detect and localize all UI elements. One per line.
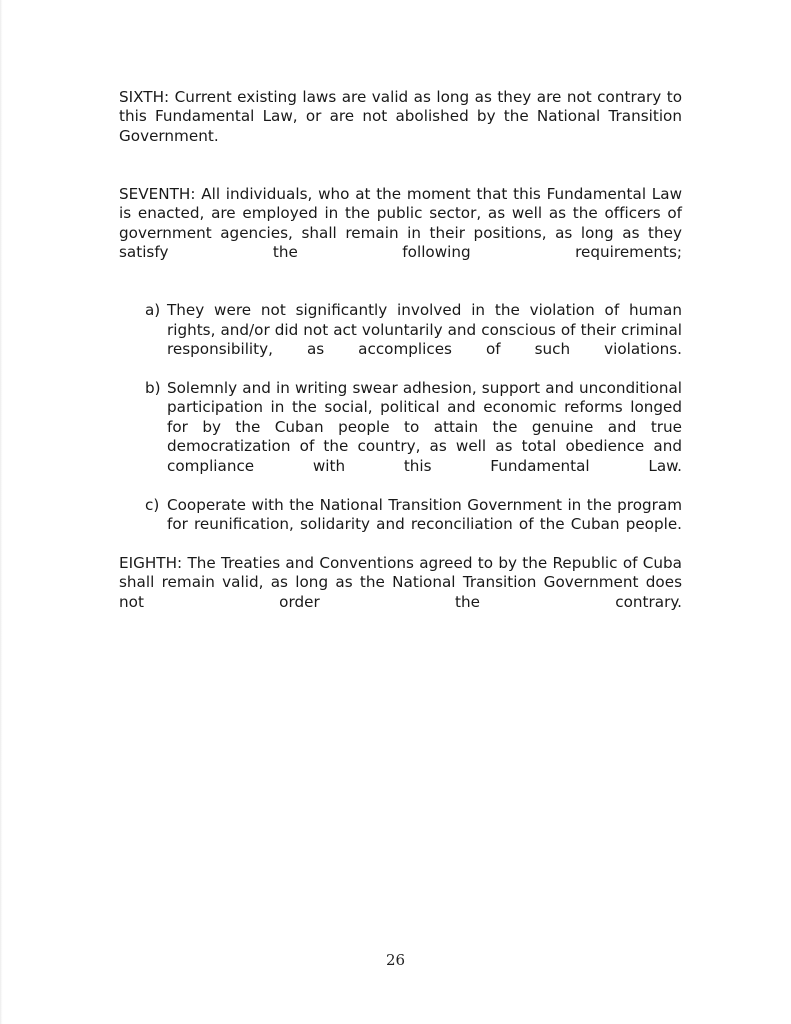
list-item bbox=[119, 301, 682, 379]
list-item-marker: b) bbox=[145, 379, 161, 398]
list-item bbox=[119, 379, 682, 495]
list-item-marker: c) bbox=[145, 495, 160, 514]
paragraph-sixth: SIXTH: Current existing laws are valid as long as they are not contrary to this Fundamental Law, or are not abolished by the National Transition Government. bbox=[119, 88, 682, 145]
paragraph-seventh: SEVENTH: All individuals, who at the moment that this Fundamental Law is enacted, are employed in the public sector, as well as the officers of government agencies, shall remain in their positions, as long as they satisfy the following requirements; bbox=[119, 185, 682, 262]
list-item-text: Solemnly and in writing swear adhesion, support and unconditional participation in the social, political and economic reforms longed for by the Cuban people to attain the genuine and true democratization of the country, as well as total obedience and compliance with this Fundamental Law. bbox=[167, 379, 682, 475]
document-text-column bbox=[119, 88, 682, 631]
page-number: 26 bbox=[385, 951, 406, 969]
paragraph-eighth: EIGHTH: The Treaties and Conventions agreed to by the Republic of Cuba shall remain valid, as long as the National Transition Government does not order the contrary. bbox=[119, 553, 682, 611]
list-item-text: Cooperate with the National Transition Government in the program for reunification, solidarity and reconciliation of the Cuban people. bbox=[167, 495, 682, 533]
list-item-text: They were not significantly involved in the violation of human rights, and/or did not act voluntarily and conscious of their criminal responsibility, as accomplices of such violations. bbox=[167, 301, 682, 359]
list-item bbox=[119, 496, 682, 554]
requirements-list bbox=[119, 301, 682, 553]
list-item-marker: a) bbox=[145, 301, 161, 320]
